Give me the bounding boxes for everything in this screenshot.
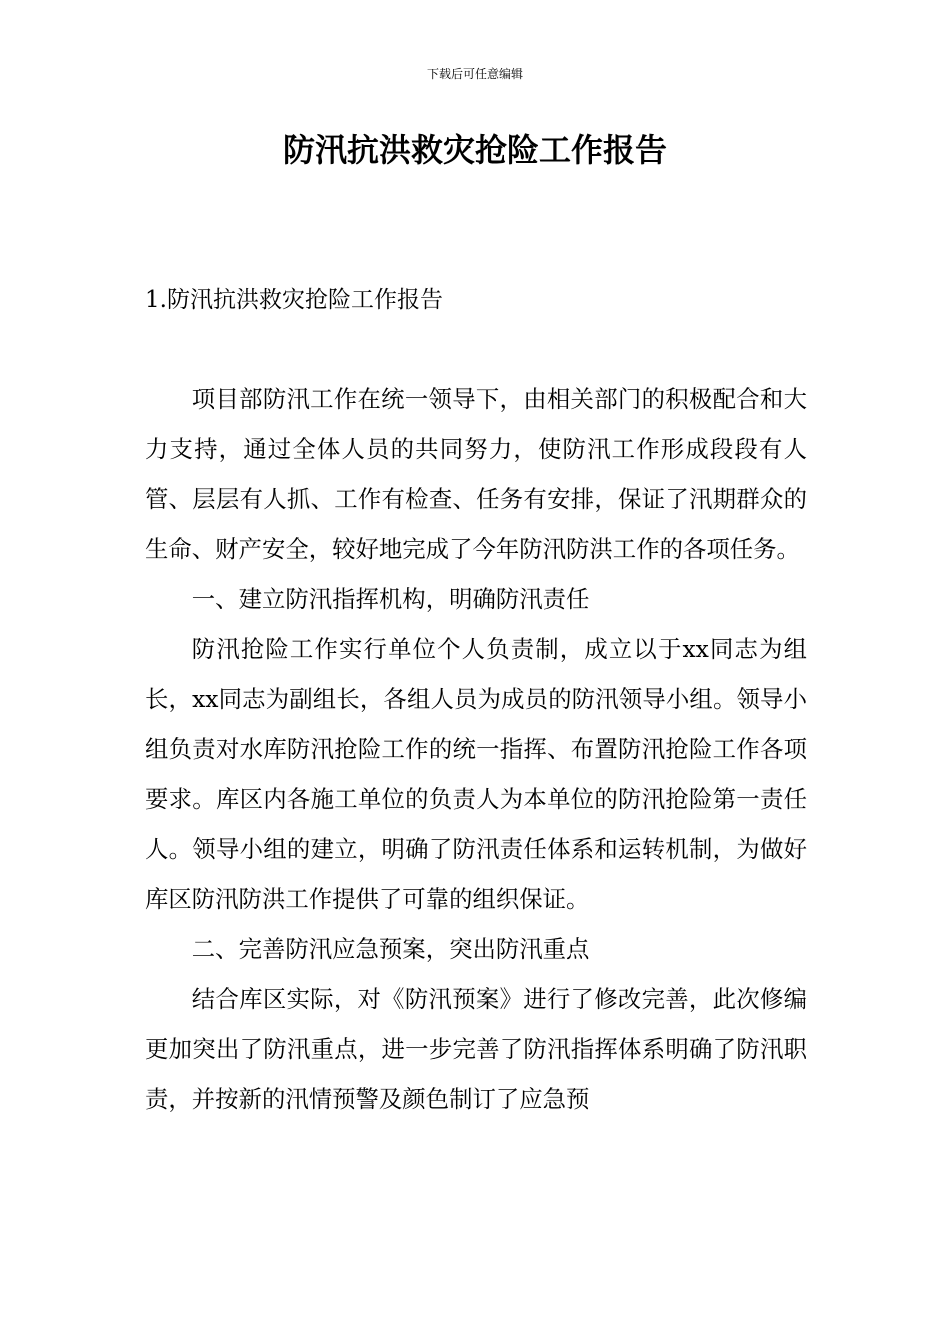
paragraph-section-2: 结合库区实际，对《防汛预案》进行了修改完善，此次修编更加突出了防汛重点，进一步完善了防汛指挥体系明确了防汛职责，并按新的汛情预警及颜色制订了应急预 [145, 985, 807, 1113]
paragraph-section-1: 防汛抢险工作实行单位个人负责制，成立以于xx同志为组长，xx同志为副组长，各组人员为成员的防汛领导小组。领导小组负责对水库防汛抢险工作的统一指挥、布置防汛抢险工作各项要求。库区内各施工单位的负责人为本单位的防汛抢险第一责任人。领导小组的建立，明确了防汛责任体系和运转机制，为做好库区防汛防洪工作提供了可靠的组织保证。 [145, 635, 807, 913]
section-heading-2: 二、完善防汛应急预案，突出防汛重点 [191, 935, 590, 963]
document-body [145, 374, 807, 1124]
header-note: 下载后可任意编辑 [426, 67, 523, 81]
paragraph-intro: 项目部防汛工作在统一领导下，由相关部门的积极配合和大力支持，通过全体人员的共同努力，使防汛工作形成段段有人管、层层有人抓、工作有检查、任务有安排，保证了汛期群众的生命、财产安全，较好地完成了今年防汛防洪工作的各项任务。 [145, 385, 807, 563]
item-heading: 1.防汛抗洪救灾抢险工作报告 [145, 287, 443, 313]
document-title: 防汛抗洪救灾抢险工作报告 [282, 131, 667, 169]
section-heading-1: 一、建立防汛指挥机构，明确防汛责任 [191, 585, 590, 613]
